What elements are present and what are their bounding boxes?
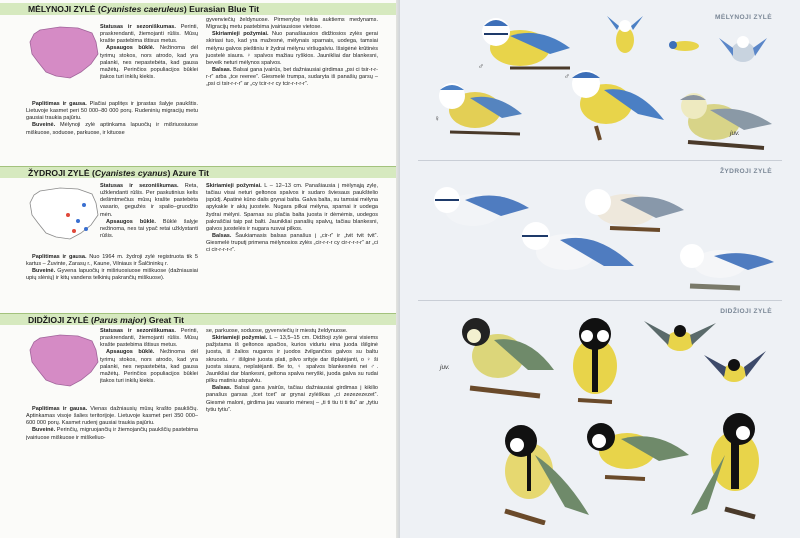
blue-tit-juvenile-illustration — [668, 82, 778, 152]
blue-tit-female-illustration — [430, 72, 530, 142]
female-symbol: ♀ — [434, 114, 440, 123]
male-symbol: ♂ — [564, 72, 570, 81]
text-column-azure-tit-1: Statusas ir sezoniškumas. Reta, užklendanti rūšis. Per paskutinius kelis dešimtmečius mūsų krašte pastebėta vasario, gegužės ir spalio–gruodžio mėn. Apsaugos būklė. Būklė šalyje nežinoma, nes tai ypač retai užklystanti rūšis. — [100, 183, 198, 240]
species-name-en: Eurasian Blue Tit — [189, 4, 260, 14]
great-tit-male-illustration — [685, 405, 775, 525]
species-header-great-tit — [0, 313, 400, 325]
species-name-lat: Parus major — [93, 315, 144, 325]
azure-tit-side-illustration — [670, 236, 780, 296]
plate-divider — [418, 300, 782, 301]
record-dot — [84, 227, 88, 231]
distribution-map-blue-tit — [26, 24, 100, 82]
text-column-blue-tit-1: Statusas ir sezoniškumas. Perinti, praskrendanti, žiemojanti rūšis. Mūsų krašte pastebima ištisus metus. Apsaugos būklė. Nežinoma dėl tyrimų stokos, nors atrodo, kad yra palanki, nes nepastebėta, kad gausa mažėtų. Perinčios populiacijos būklei įtakos turi inkilų kiekis. — [100, 24, 198, 81]
text-column-blue-tit-1b: Paplitimas ir gausa. Plačiai paplitęs ir įprastas šalyje paukštis. Lietuvoje kasmet peri 50 000–80 000 porų. Rudeninių migracijų metu gausiai traukia pajūriu. Buveinė. Mėlynoji zylė aptinkama lapuočių ir mišriuosiuose miškuose, soduose, parkuose, ir kituose — [26, 101, 199, 136]
great-tit-front-illustration — [560, 312, 630, 412]
species-title: ŽYDROJI ZYLĖ (Cyanistes cyanus) Azure Tit — [28, 168, 210, 178]
right-page-plate — [400, 0, 800, 538]
juvenile-label: juv. — [440, 364, 450, 371]
species-name-en: Azure Tit — [172, 168, 210, 178]
species-name-lat: Cyanistes cyanus — [94, 168, 168, 178]
plate-label-blue-tit: MĖLYNOJI ZYLĖ — [715, 14, 772, 21]
plate-divider — [418, 160, 782, 161]
record-dot — [66, 213, 70, 217]
male-symbol: ♂ — [478, 62, 484, 71]
species-name-lat: Cyanistes caeruleus — [100, 4, 184, 14]
species-title: DIDŽIOJI ZYLĖ (Parus major) Great Tit — [28, 315, 185, 325]
record-dot — [76, 219, 80, 223]
species-name-lt: ŽYDROJI ZYLĖ — [28, 168, 90, 178]
species-name-lt: DIDŽIOJI ZYLĖ — [28, 315, 89, 325]
text-column-azure-tit-1b: Paplitimas ir gausa. Nuo 1964 m. žydroji zylė registruota tik 5 kartus – Žuvinte, Zarasų r., Kaune, Vilniaus ir Šalčininkų r. Buveinė. Gyvena lapuočių ir mišriuosiuose miškuose (dažniausiai upių slėnių) ir kitų vandens telkinių pakrančių miškuose). — [26, 254, 198, 282]
text-column-great-tit-1b: Paplitimas ir gausa. Vienas dažniausių mūsų krašto paukščių. Aptinkamas visoje šalies teritorijoje. Lietuvoje kasmet peri 350 000–600 000 porų. Kasmet rudenį gausiai traukia pajūriu. Buveinė. Perinčių, migruojančių ir žiemojančių paukščių pastebima įvairiuose miškuose ir miškeliuo- — [26, 406, 198, 441]
azure-tit-adult-illustration — [510, 210, 640, 290]
great-tit-side-illustration — [575, 415, 695, 490]
blue-tit-male-perched-illustration — [560, 62, 670, 142]
plate-label-great-tit: DIDŽIOJI ZYLĖ — [720, 308, 772, 315]
great-tit-flying-back-illustration — [700, 345, 770, 395]
species-title: MĖLYNOJI ZYLĖ (Cyanistes caeruleus) Eurasian Blue Tit — [28, 4, 260, 14]
juvenile-label: juv. — [730, 130, 740, 137]
blue-tit-flying-back-illustration — [715, 28, 770, 73]
distribution-map-great-tit — [26, 332, 100, 390]
blue-tit-small-illustration — [665, 38, 705, 54]
text-column-azure-tit-2: Skiriamieji požymiai. L – 12–13 cm. Panašiausia į mėlynąją zylę, tačiau visai neturi geltonos spalvos ir sudaro šviesaus paukštelio įspūdį. Apatinė kūno dalis grynai balta. Galva balta, su tamsiai mėlyna apykakle ir akių juostele. Nugara pilkai mėlyna, sparnai ir uodega žydrai mėlyni. Sparnas su plačia balta juosta ir dėmėmis, uodegos pakraščiai taip pat balti. Jaunikliai panašių spalvų, tačiau blankesni, galvos juostelės ir nugara rusvai pilkos. Balsas. Šaukiamasis balsas panašus į „cir-r“ ir „tvit tvit tvit“. Giesmelė truputį primena mėlynosios zylės „cir-r-r-r cy cir-r-r-r-r“ ar „ci ci cir-r-r-r-r“. — [206, 183, 378, 254]
species-name-lt: MĖLYNOJI ZYLĖ — [28, 4, 96, 14]
species-name-en: Great Tit — [148, 315, 185, 325]
great-tit-juvenile-illustration — [450, 310, 560, 400]
species-header-azure-tit — [0, 166, 400, 178]
record-dot — [82, 203, 86, 207]
record-dot — [72, 229, 76, 233]
text-column-blue-tit-2: gyvenviečių želdynuose. Pirmenybę teikia auktiems medynams. Migracijų metu pastebima įvairiausiose vietose. Skiriamieji požymiai. Nuo panašiausios didžiosios zylės gerai skiriasi tuo, kad yra mažesnė, mėlynais sparnais, uodega, tamsiai mėlynu galvos pieštiniu ir žydrai mėlynu viršugalviu. Išsigėnė krūtinės juostelė siaura. ♀ spalvos mažiau ryškios. Jaunikliai dar blankesni, beveik neturi mėlynos spalvos. Balsas. Balsai gana įvairūs, bet dažniausiai girdimas „psi ci tsir-r-r-r-r“ arba „tce reeree“. Giesmelė trumpa, sudaryta iš panašių garsų – „psi ci tsir-r-r-r“ ar „cy tcir-r-r cy tcir-r-r-r-r“. — [206, 17, 378, 88]
text-column-great-tit-1: Statusas ir sezoniškumas. Perinti, praskrendanti, žiemojanti rūšis. Mūsų krašte pastebima ištisus metus. Apsaugos būklė. Nežinoma dėl tyrimų stokos, nors atrodo, kad yra palanki, nes nepastebėta, kad gausa mažėtų. Perinčios populiacijos būklei įtakos turi inkilų kiekis. — [100, 328, 198, 385]
species-header-blue-tit — [0, 3, 400, 15]
plate-label-azure-tit: ŽYDROJI ZYLĖ — [719, 168, 772, 175]
distribution-map-azure-tit — [26, 185, 100, 243]
text-column-great-tit-2: se, parkuose, soduose, gyvenviečių ir miestų želdynuose. Skiriamieji požymiai. L – 13,5–15 cm. Didžioji zylė gerai visiems pažįstama iš geltonos apačios, kurios viduriu eina juoda išilginė juosta, iš žalios nugaros ir juodos žvilgančios galvos su baltu skruostu. ♂ išilginė juosta plati, pilvo srityje dar išplatėjanti, o ♀ ši juosta siaura, neplatėjanti. Be to, ♀ spalvos blankesnės nei ♂. Jaunikliai dar blankesni, geltona spalva neryški, juoda galva su rudai pilku matiniu atspalviu. Balsas. Balsai gana įvairūs, tačiau dažniausiai girdimas į kikilio panašus garsas „tcet tcet“ ar grynai zylėškas „ci zezezezezet“. Giesmė maloni, girdima jau vasario mėnesį – „ti ti tiu ti ti tiu“ ar „tytiu tytiu tytiu“. — [206, 328, 378, 413]
blue-tit-flying-illustration — [605, 12, 645, 62]
